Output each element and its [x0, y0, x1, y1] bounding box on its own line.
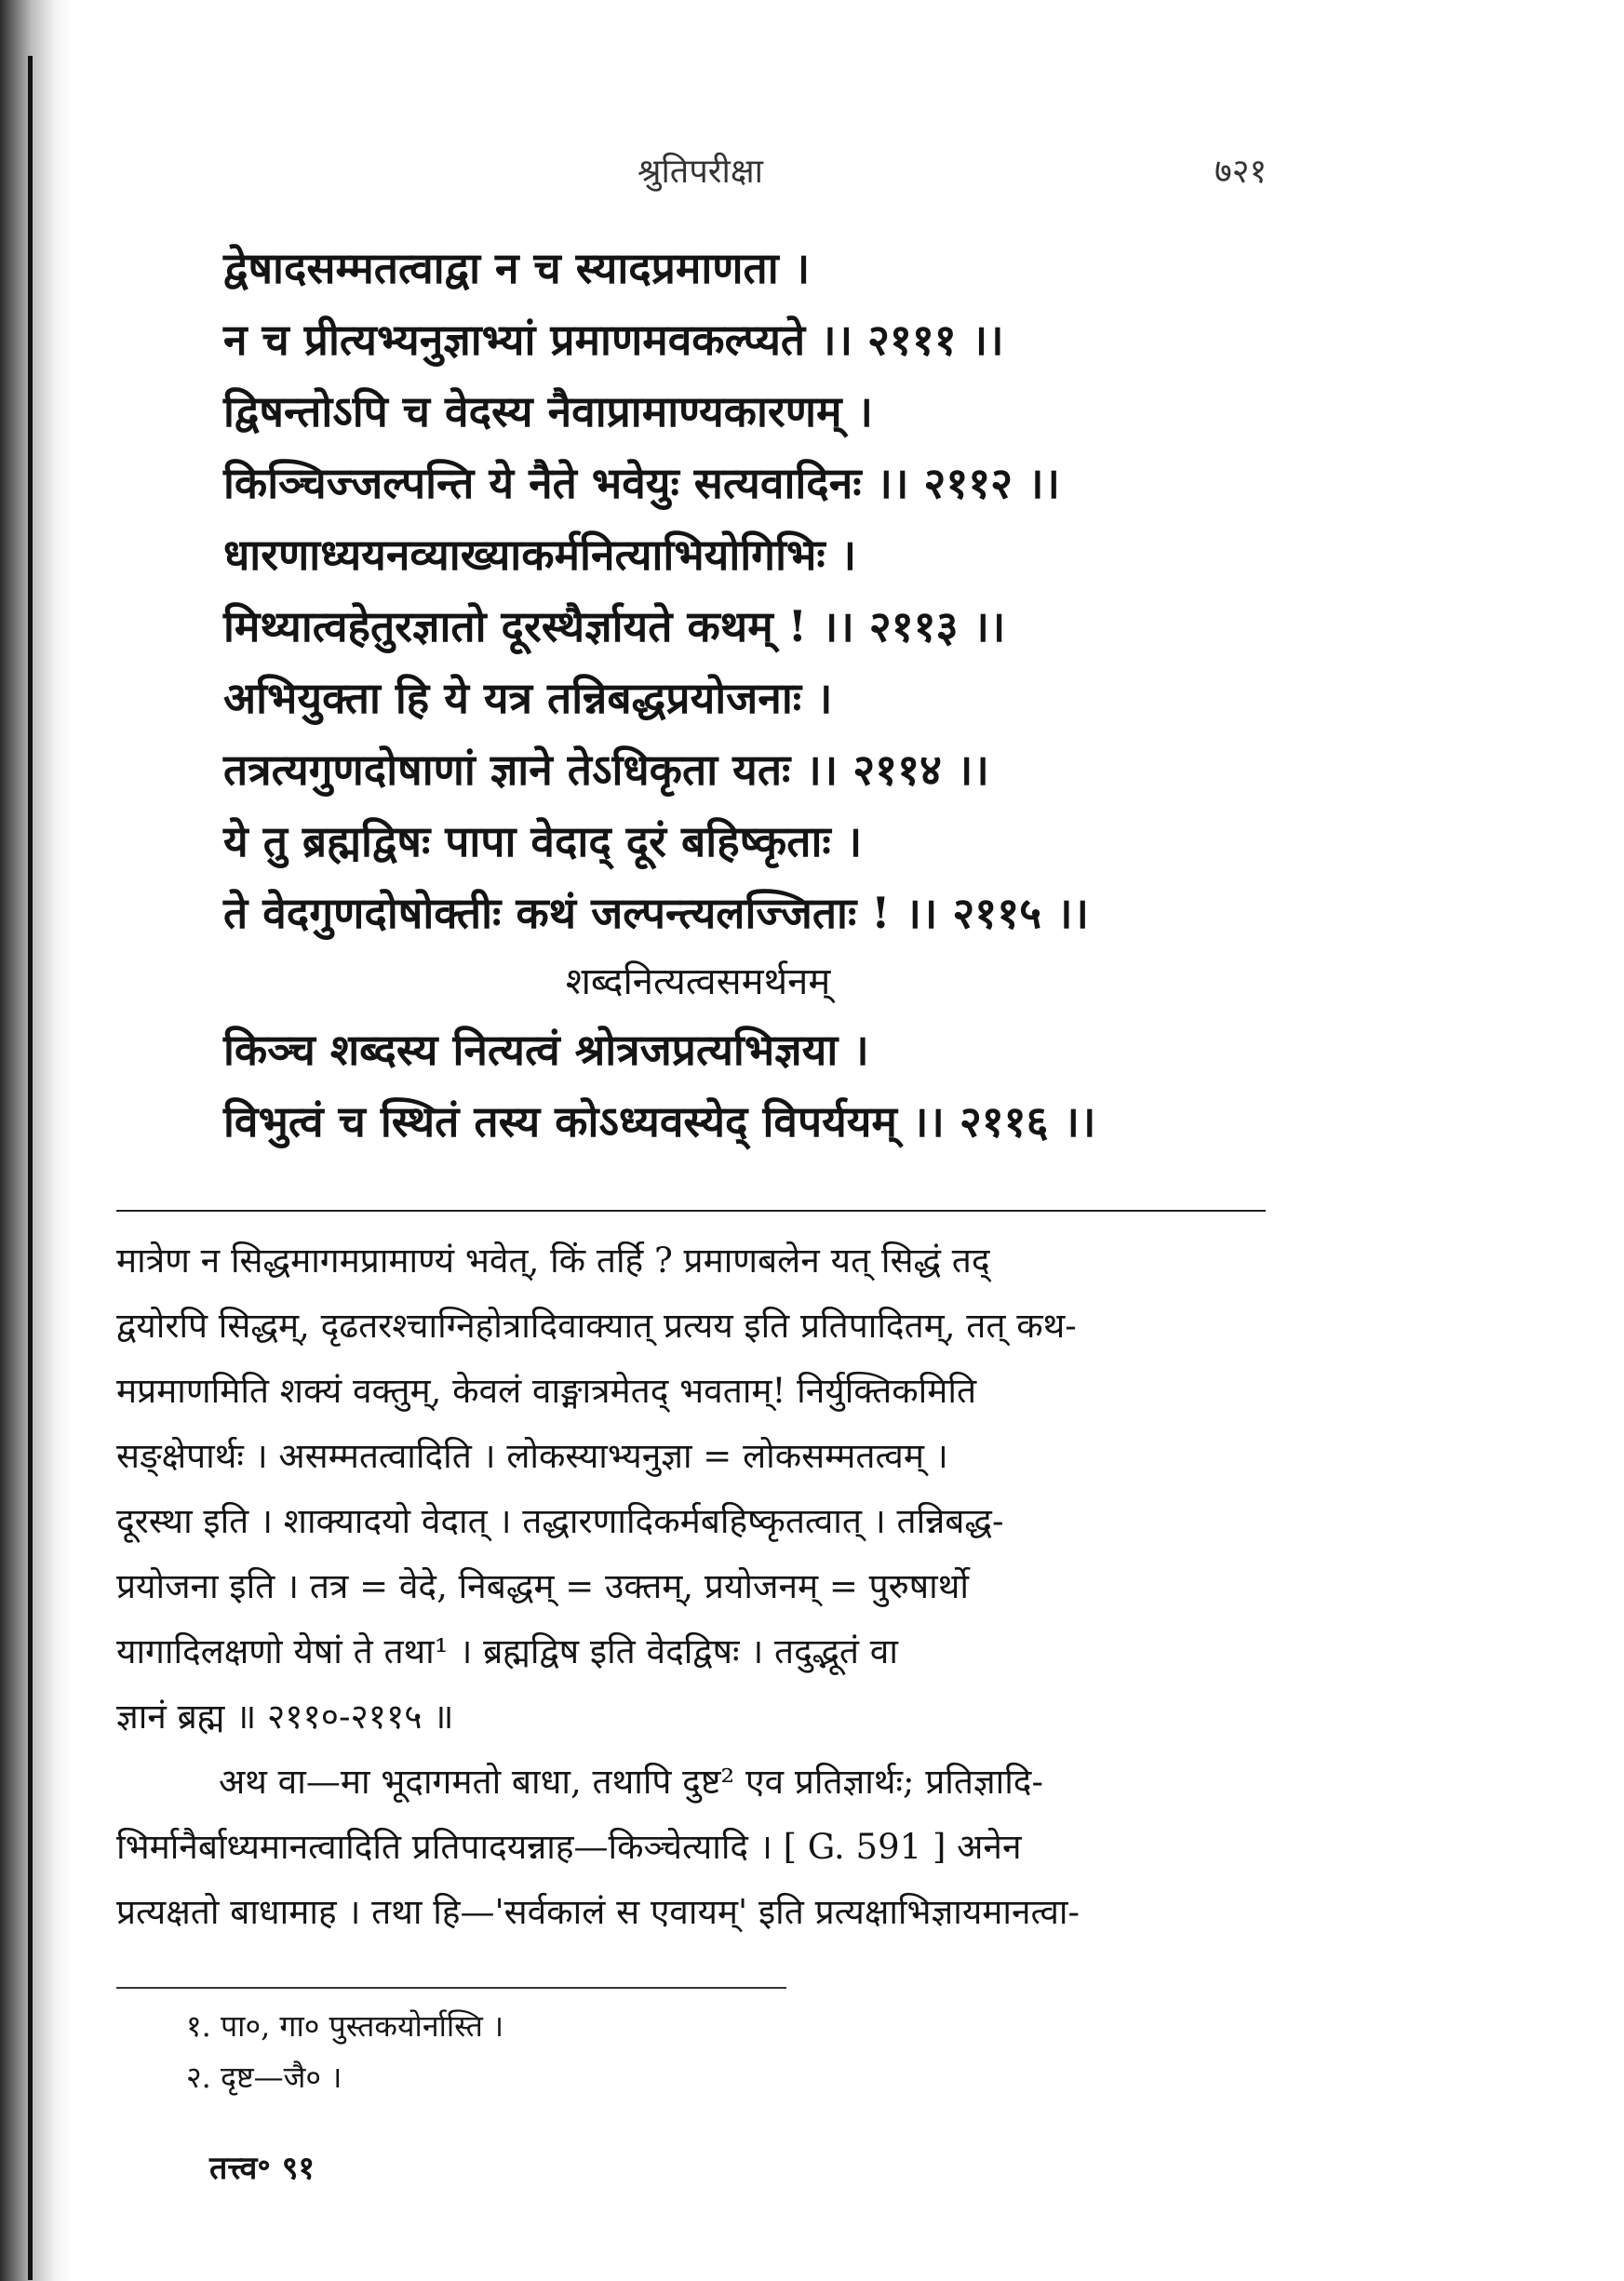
verse-line: न च प्रीत्यभ्यनुज्ञाभ्यां प्रमाणमवकल्प्यते ।। २१११ ।।: [223, 315, 1004, 365]
verse-line: ते वेदगुणदोषोक्तीः कथं जल्पन्त्यलज्जिताः ! ।। २११५ ।।: [223, 888, 1089, 938]
commentary-line: यागादिलक्षणो येषां ते तथा¹ । ब्रह्मद्विष इति वेदद्विषः । तदुद्भूतं वा: [116, 1631, 898, 1671]
section-heading: शब्दनित्यत्वसमर्थनम्: [565, 960, 831, 1003]
commentary-block: [116, 1228, 1275, 1945]
verse-line: ये तु ब्रह्मद्विषः पापा वेदाद् दूरं बहिष्कृताः ।: [223, 816, 863, 866]
verse-line: तत्रत्यगुणदोषाणां ज्ञाने तेऽधिकृता यतः ।। २११४ ।।: [223, 745, 989, 795]
commentary-line: अथ वा—मा भूदागमतो बाधा, तथापि दुष्ट² एव प्रतिज्ञार्थः; प्रतिज्ञादि-: [219, 1762, 1043, 1802]
running-title: श्रुतिपरीक्षा: [638, 153, 763, 191]
binding-shadow-line: [28, 56, 33, 2280]
verse-line: द्वेषादसम्मतत्वाद्वा न च स्यादप्रमाणता ।: [223, 243, 811, 293]
page-header: [0, 147, 1624, 203]
footnote-divider: [116, 1987, 786, 1989]
commentary-line: द्वयोरपि सिद्धम्, दृढतरश्चाग्निहोत्रादिवाक्यात् प्रत्यय इति प्रतिपादितम्, तत् कथ-: [116, 1306, 1077, 1346]
footnote: १. पा०, गा० पुस्तकयोर्नास्ति ।: [186, 2008, 504, 2044]
verse-line: अभियुक्ता हि ये यत्र तन्निबद्धप्रयोजनाः ।: [223, 673, 833, 723]
verse-block: [223, 233, 1284, 1158]
verse-line: द्विषन्तोऽपि च वेदस्य नैवाप्रामाण्यकारणम् ।: [223, 386, 873, 436]
commentary-line: प्रयोजना इति । तत्र = वेदे, निबद्धम् = उक्तम्, प्रयोजनम् = पुरुषार्थो: [116, 1566, 969, 1606]
section-divider: [116, 1210, 1266, 1212]
page-number: ७२१: [1215, 153, 1268, 191]
commentary-line: सङ्क्षेपार्थः । असम्मतत्वादिति । लोकस्याभ्यनुज्ञा = लोकसम्मतत्वम् ।: [116, 1436, 948, 1476]
footnote: २. दृष्ट—जै० ।: [186, 2060, 342, 2095]
verse-line: मिथ्यात्वहेतुरज्ञातो दूरस्थैर्ज्ञायते कथम् ! ।। २११३ ।।: [223, 601, 1006, 651]
verse-line: किञ्च शब्दस्य नित्यत्वं श्रोत्रजप्रत्यभिज्ञया ।: [223, 1025, 869, 1075]
commentary-line: भिर्मानैर्बाध्यमानत्वादिति प्रतिपादयन्नाह—किञ्चेत्यादि । [ G. 591 ] अनेन: [116, 1827, 1022, 1867]
verse-line: धारणाध्ययनव्याख्याकर्मनित्याभियोगिभिः ।: [223, 530, 857, 580]
commentary-line: प्रत्यक्षतो बाधामाह । तथा हि—'सर्वकालं स एवायम्' इति प्रत्यक्षाभिज्ञायमानत्वा-: [116, 1892, 1080, 1932]
signature-mark: तत्त्व॰ ९१: [209, 2150, 315, 2187]
footnotes-block: [186, 2001, 1024, 2103]
scanned-page-edge: [0, 0, 73, 2281]
commentary-line: दूरस्था इति । शाक्यादयो वेदात् । तद्धारणादिकर्मबहिष्कृतत्वात् । तन्निबद्ध-: [116, 1501, 1004, 1541]
verse-line: किञ्चिज्जल्पन्ति ये नैते भवेयुः सत्यवादिनः ।। २११२ ।।: [223, 458, 1060, 508]
commentary-line: ज्ञानं ब्रह्म ॥ २११०-२११५ ॥: [116, 1697, 454, 1737]
verse-line: विभुत्वं च स्थितं तस्य कोऽध्यवस्येद् विपर्ययम् ।। २११६ ।।: [223, 1096, 1096, 1147]
commentary-line: मात्रेण न सिद्धमागमप्रामाण्यं भवेत्, किं तर्हि ? प्रमाणबलेन यत् सिद्धं तद्: [116, 1241, 990, 1281]
commentary-line: मप्रमाणमिति शक्यं वक्तुम्, केवलं वाङ्मात्रमेतद् भवताम्! निर्युक्तिकमिति: [116, 1371, 977, 1411]
